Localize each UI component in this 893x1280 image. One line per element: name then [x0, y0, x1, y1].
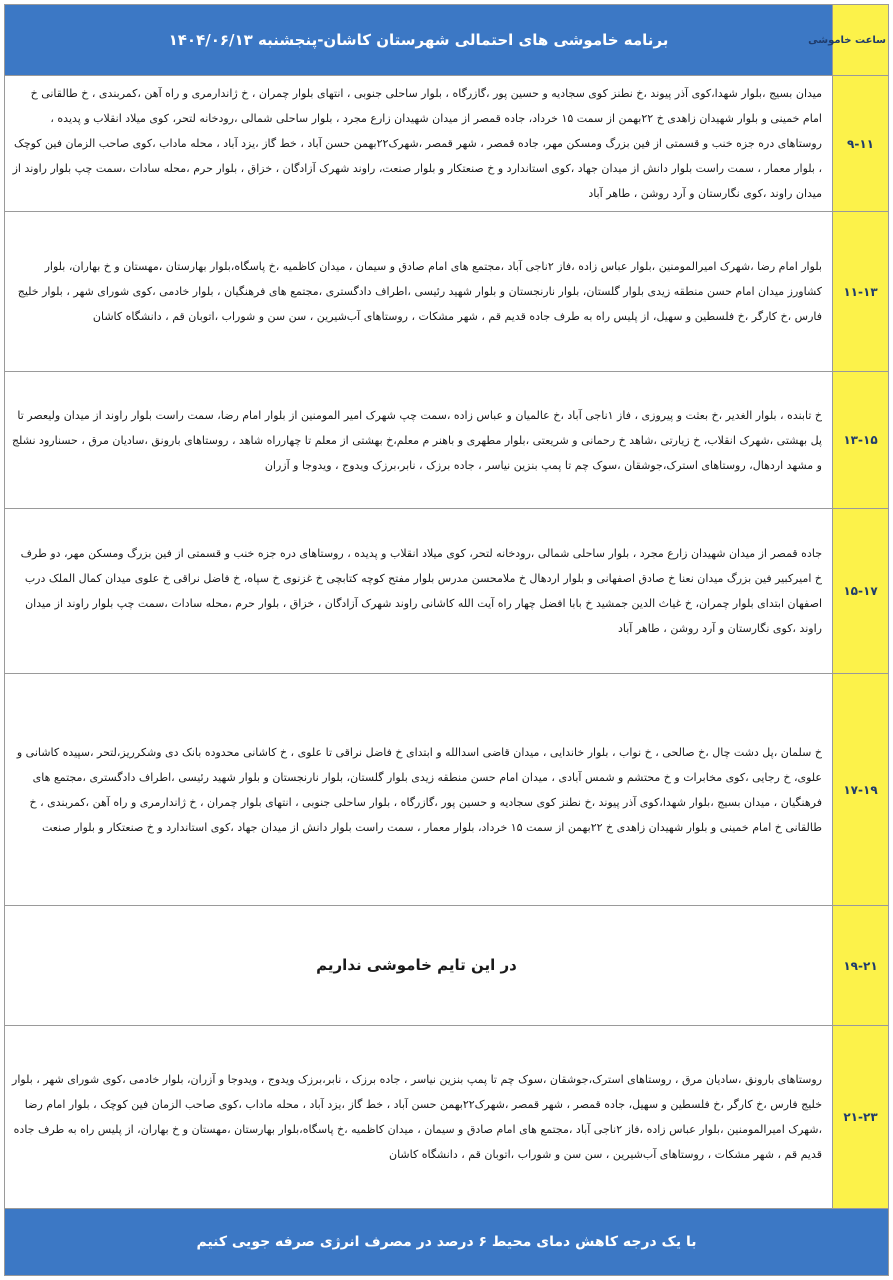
- energy-saving-footer: با یک درجه کاهش دمای محیط ۶ درصد در مصرف انرژی صرفه جویی کنیم: [5, 1209, 888, 1275]
- time-slot: ۱۵-۱۷: [832, 509, 888, 673]
- time-slot: ۱۳-۱۵: [832, 372, 888, 508]
- no-outage-text: در این تایم خاموشی نداریم: [316, 956, 517, 974]
- table-row: [5, 1026, 888, 1209]
- table-row: [5, 509, 888, 674]
- table-header: [5, 5, 888, 76]
- areas-cell: [5, 372, 832, 508]
- areas-cell: [5, 674, 832, 905]
- areas-cell: [5, 1026, 832, 1208]
- areas-text: روستاهای بارونق ،سادیان مرق ، روستاهای استرک،جوشقان ،سوک چم تا پمپ بنزین نیاسر ، جاده برزک ، نابر،برزک ویدوج ، ویدوجا و آزران، بلوار خادمی ،کوی شورای شهر ، بلوار خلیج فارس ،خ کارگر ،خ فلسطین و سهیل، جاده قمصر ، شهر قمصر ،شهرک۲۲بهمن حسن آباد ، خط گاز ،یزد آباد ، محله ماداب ،کوی صاحب الزمان فین کوچک ، بلوار امام رضا ،شهرک امیرالمومنین ،بلوار عباس زاده ،فاز ۲ناجی آباد ،مجتمع های امام صادق و سیمان ، میدان کاظمیه ،خ پاسگاه،بلوار بهارستان ،مهستان و خ بهاران، از پلیس راه به طرف جاده قدیم قم ، شهر مشکات ، روستاهای آب‌شیرین ، سن سن و شوراب ،اتوبان قم ، دانشگاه کاشان: [12, 1073, 822, 1161]
- areas-text: خ تابنده ، بلوار الغدیر ،خ بعثت و پیروزی ، فاز ۱ناجی آباد ،خ عالمیان و عباس زاده ،سمت چپ شهرک امیر المومنین از بلوار امام رضا، سمت راست بلوار راوند از میدان ولیعصر تا پل بهشتی ،شهرک انقلاب، خ زیارتی ،شاهد خ رحمانی و شریعتی ،بلوار مطهری و باهنر م معلم،خ بهشتی از معلم تا چهارراه شاهد ، روستاهای بارونق ،سادیان مرق ، حسنارود نشلج و مشهد اردهال، روستاهای استرک،جوشقان ،سوک چم تا پمپ بنزین نیاسر ، جاده برزک ، نابر،برزک ویدوج ، ویدوجا و آزران: [11, 408, 822, 472]
- no-outage-cell: [5, 906, 832, 1025]
- areas-cell: [5, 212, 832, 371]
- table-row: [5, 906, 888, 1026]
- areas-text: میدان بسیج ،بلوار شهدا،کوی آذر پیوند ،خ نطنز کوی سجادیه و حسین پور ،گازرگاه ، بلوار ساحلی جنوبی ، انتهای بلوار چمران ، خ ژاندارمری و راه آهن ،کمربندی ، خ طالقانی خ امام خمینی و بلوار شهیدان زاهدی خ ۲۲بهمن از سمت ۱۵ خرداد، جاده قمصر از میدان شهیدان زارع مجرد ، بلوار ساحلی شمالی ،رودخانه لتحر، کوی میلاد انقلاب و پدیده ، روستاهای دره جزه خنب و قسمتی از فین بزرگ ومسکن مهر، جاده قمصر ، شهر قمصر ،شهرک۲۲بهمن حسن آباد ، خط گاز ،یزد آباد ، محله ماداب ،کوی صاحب الزمان فین کوچک ، بلوار معمار ، سمت راست بلوار دانش از میدان جهاد ،کوی استاندارد و خ صنعتکار و بلوار صنعت، راوند شهرک آزادگان ، خزاق ، بلوار حرم ،محله سادات ،سمت چپ بلوار راوند از میدان راوند ،کوی نگارستان و آرد روشن ، طاهر آباد: [12, 87, 822, 200]
- time-slot: ۱۱-۱۳: [832, 212, 888, 371]
- time-slot: ۹-۱۱: [832, 76, 888, 211]
- areas-text: بلوار امام رضا ،شهرک امیرالمومنین ،بلوار عباس زاده ،فاز ۲ناجی آباد ،مجتمع های امام صادق و سیمان ، میدان کاظمیه ،خ پاسگاه،بلوار بهارستان ،مهستان و خ بهاران، بلوار کشاورز میدان امام حسن منطقه زیدی بلوار گلستان، بلوار نارنجستان و بلوار شهید رئیسی ،اطراف دادگستری ،مجتمع های فرهنگیان ، بلوار خادمی ،کوی شورای شهر ، بلوار خلیج فارس ،خ کارگر ،خ فلسطین و سهیل، از پلیس راه به طرف جاده قدیم قم ، شهر مشکات ، روستاهای آب‌شیرین ، سن سن و شوراب ،اتوبان قم ، دانشگاه کاشان: [17, 260, 822, 323]
- time-slot: ۲۱-۲۳: [832, 1026, 888, 1208]
- outage-schedule-table: [4, 4, 889, 1276]
- table-row: [5, 212, 888, 372]
- time-column-header: ساعت خاموشی: [832, 5, 888, 75]
- areas-cell: [5, 509, 832, 673]
- areas-text: جاده قمصر از میدان شهیدان زارع مجرد ، بلوار ساحلی شمالی ،رودخانه لتحر، کوی میلاد انقلاب و پدیده ، روستاهای دره جزه خنب و قسمتی از فین بزرگ ومسکن مهر، دو طرف خ امیرکبیر فین بزرگ میدان نعنا خ صادق اصفهانی و بلوار اردهال خ ملامحسن مدرس بلوار مفتح کوچه کتابچی خ غزنوی خ سپاه، خ فاضل نراقی خ علوی میدان کمال الملک درب اصفهان ابتدای بلوار چمران، خ غیاث الدین جمشید خ بابا افضل چهار راه آیت الله کاشانی راوند شهرک آزادگان ، خزاق ، بلوار حرم ،محله سادات ،سمت چپ بلوار راوند از میدان راوند ،کوی نگارستان و آرد روشن ، طاهر آباد: [20, 547, 822, 635]
- time-slot: ۱۷-۱۹: [832, 674, 888, 905]
- table-row: [5, 372, 888, 509]
- page-title: برنامه خاموشی های احتمالی شهرستان کاشان-پنجشنبه ۱۴۰۴/۰۶/۱۳: [168, 31, 669, 49]
- table-row: [5, 674, 888, 906]
- time-slot: ۱۹-۲۱: [832, 906, 888, 1025]
- table-row: [5, 76, 888, 212]
- areas-text: خ سلمان ،پل دشت چال ،خ صالحی ، خ نواب ، بلوار خاندایی ، میدان قاضی اسدالله و ابتدای خ فاضل نراقی تا علوی ، خ کاشانی محدوده بانک دی وشکرریز،لتحر ،سپیده کاشانی و علوی، خ رجایی ،کوی مخابرات و خ محتشم و شمس آبادی ، میدان امام حسن منطقه زیدی بلوار گلستان، بلوار نارنجستان و بلوار شهید رئیسی ،اطراف دادگستری ،مجتمع های فرهنگیان ، میدان بسیج ،بلوار شهدا،کوی آذر پیوند ،خ نطنز کوی سجادیه و حسین پور ،گازرگاه ، بلوار ساحلی جنوبی ، انتهای بلوار چمران ، خ ژاندارمری و راه آهن ،کمربندی ، خ طالقانی خ امام خمینی و بلوار شهیدان زاهدی خ ۲۲بهمن از سمت ۱۵ خرداد، بلوار معمار ، سمت راست بلوار دانش از میدان جهاد ،کوی استاندارد و خ صنعتکار و بلوار صنعت: [16, 745, 822, 834]
- areas-cell: [5, 76, 832, 211]
